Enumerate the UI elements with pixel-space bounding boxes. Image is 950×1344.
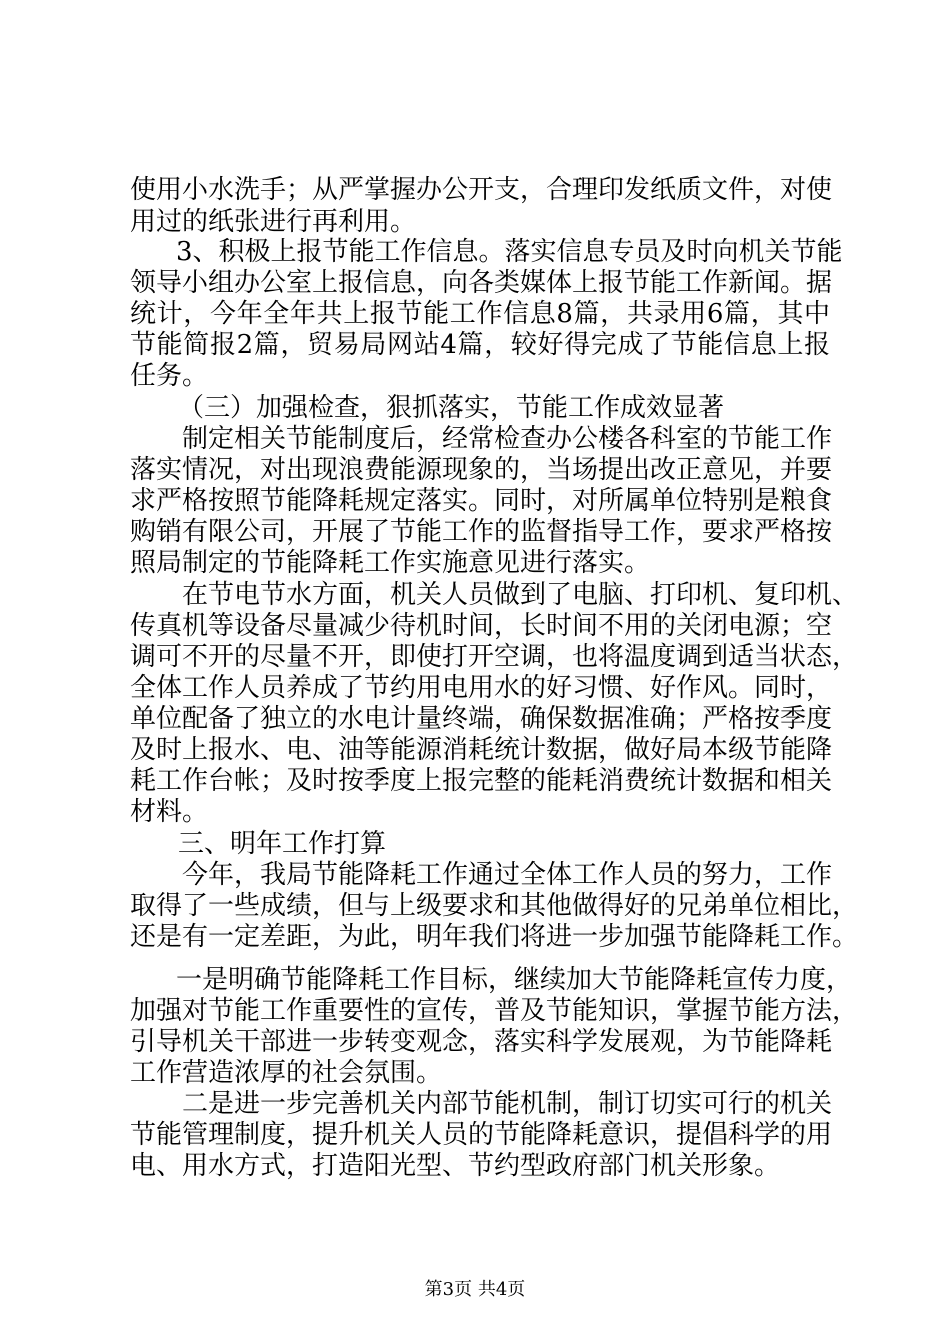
body-text-line: 二是进一步完善机关内部节能机制，制订切实可行的机关 [182,1089,833,1119]
body-text-line: 求严格按照节能降耗规定落实。同时，对所属单位特别是粮食 [130,486,833,516]
body-text-line: 取得了一些成绩，但与上级要求和其他做得好的兄弟单位相比， [130,891,859,921]
body-text-line: 今年，我局节能降耗工作通过全体工作人员的努力，工作 [182,860,833,890]
body-text-line: 全体工作人员养成了节约用电用水的好习惯、好作风。同时， [130,673,833,703]
body-text-line: 统计，今年全年共上报节能工作信息8篇，共录用6篇，其中 [130,299,830,329]
body-text-line: 传真机等设备尽量减少待机时间，长时间不用的关闭电源；空 [130,611,833,641]
body-text-line: 使用小水洗手；从严掌握办公开支，合理印发纸质文件，对使 [130,175,833,205]
body-text-line: 材料。 [130,797,209,827]
body-text-line: 领导小组办公室上报信息，向各类媒体上报节能工作新闻。据 [130,268,833,298]
body-text-line: 还是有一定差距，为此，明年我们将进一步加强节能降耗工作。 [130,922,859,952]
body-text-line: 电、用水方式，打造阳光型、节约型政府部门机关形象。 [130,1151,781,1181]
body-text-line: 照局制定的节能降耗工作实施意见进行落实。 [130,548,651,578]
page-number-footer: 第3页 共4页 [424,1279,526,1300]
body-text-line: 单位配备了独立的水电计量终端，确保数据准确；严格按季度 [130,704,833,734]
body-text-line: 引导机关干部进一步转变观念，落实科学发展观，为节能降耗 [130,1027,833,1057]
body-text-line: 节能管理制度，提升机关人员的节能降耗意识，提倡科学的用 [130,1120,833,1150]
body-text-line: 购销有限公司，开展了节能工作的监督指导工作，要求严格按 [130,517,833,547]
body-text-line: 调可不开的尽量不开，即使打开空调，也将温度调到适当状态， [130,642,859,672]
body-text-line: 在节电节水方面，机关人员做到了电脑、打印机、复印机、 [182,580,859,610]
body-text-line: 制定相关节能制度后，经常检查办公楼各科室的节能工作 [182,424,833,454]
body-text-line: 任务。 [130,361,209,391]
body-text-line: 3、积极上报节能工作信息。落实信息专员及时向机关节能 [176,237,843,267]
body-text-line: 耗工作台帐；及时按季度上报完整的能耗消费统计数据和相关 [130,766,833,796]
section-heading: 三、明年工作打算 [178,829,387,859]
body-text-line: 及时上报水、电、油等能源消耗统计数据，做好局本级节能降 [130,735,833,765]
body-text-line: 加强对节能工作重要性的宣传，普及节能知识，掌握节能方法， [130,996,859,1026]
body-text-line: 一是明确节能降耗工作目标，继续加大节能降耗宣传力度， [176,965,853,995]
section-heading: （三）加强检查，狠抓落实，节能工作成效显著 [178,393,725,423]
body-text-line: 节能简报2篇，贸易局网站4篇，较好得完成了节能信息上报 [130,330,830,360]
body-text-line: 工作营造浓厚的社会氛围。 [130,1058,443,1088]
body-text-line: 落实情况，对出现浪费能源现象的，当场提出改正意见，并要 [130,455,833,485]
body-text-line: 用过的纸张进行再利用。 [130,207,417,237]
